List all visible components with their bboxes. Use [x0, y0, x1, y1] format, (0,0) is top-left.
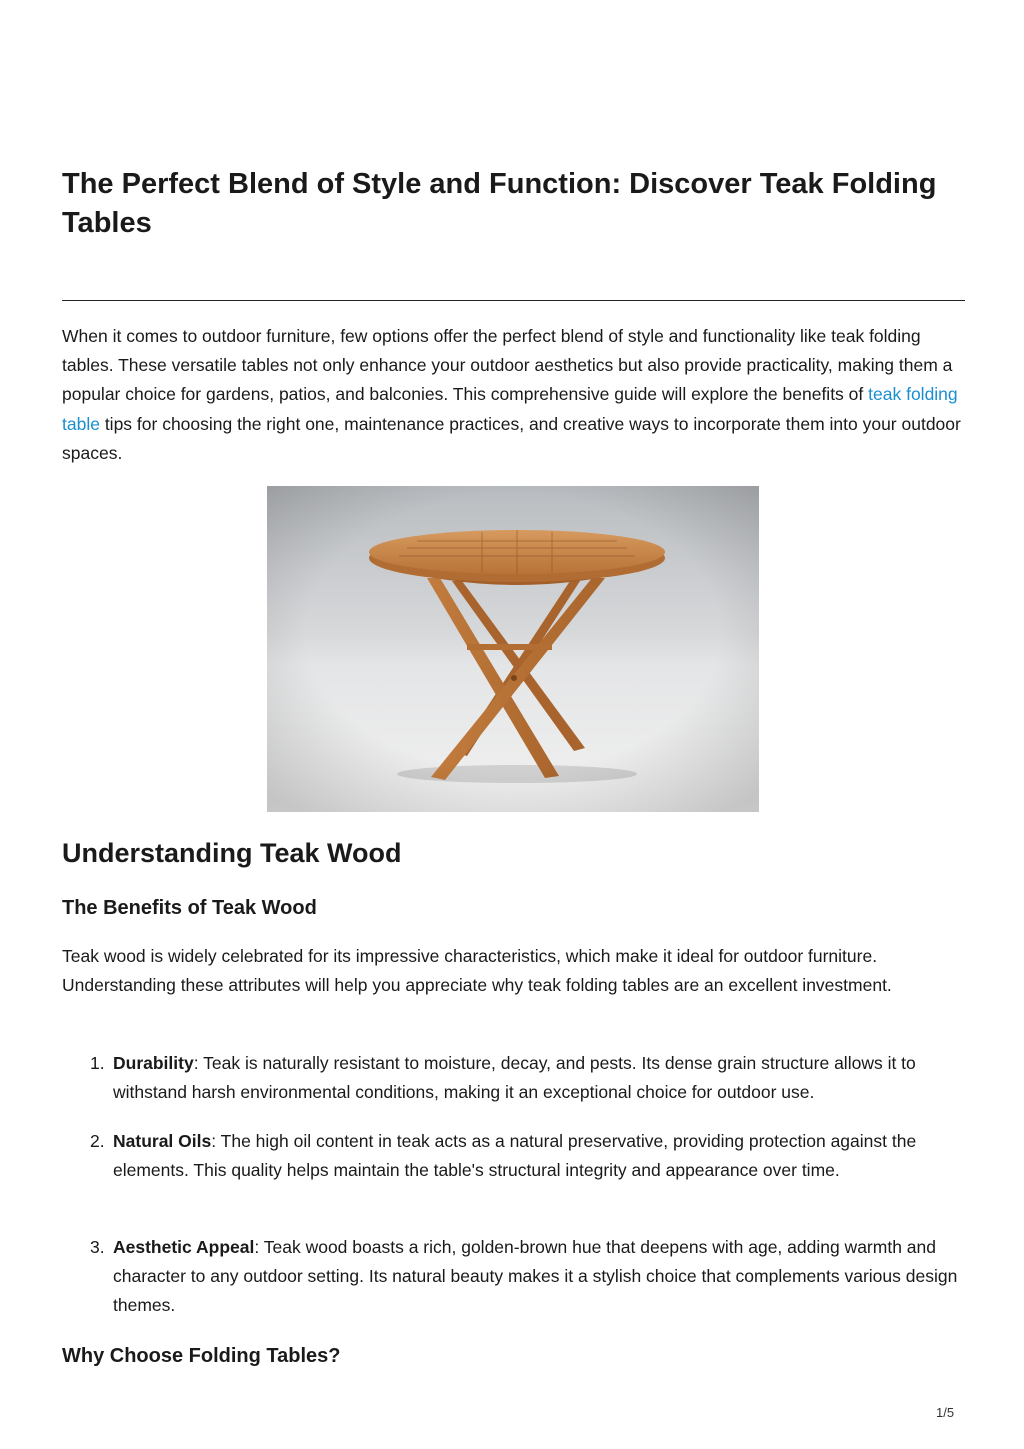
document-page	[62, 0, 965, 1449]
subheading-why-folding: Why Choose Folding Tables?	[62, 1345, 341, 1367]
list-item-number: 2.	[90, 1131, 105, 1151]
teak-folding-table-link[interactable]: teak folding table	[62, 384, 958, 434]
section-heading-understanding-teak: Understanding Teak Wood	[62, 838, 402, 868]
list-item-description: : Teak wood boasts a rich, golden-brown hue that deepens with age, adding warmth and character to any outdoor setting. Its natural beauty makes it a stylish choice that complements various design themes.	[113, 1237, 958, 1316]
article-title: The Perfect Blend of Style and Function: Discover Teak Folding Tables	[62, 168, 937, 239]
list-item-term: Durability	[113, 1053, 194, 1073]
list-item-text	[113, 1127, 968, 1185]
intro-paragraph	[62, 322, 965, 468]
list-item-text	[113, 1233, 968, 1321]
intro-text-after-link: tips for choosing the right one, maintenance practices, and creative ways to incorporate them into your outdoor spaces.	[62, 413, 961, 463]
benefits-paragraph: Teak wood is widely celebrated for its impressive characteristics, which make it ideal for outdoor furniture. Understanding these attributes will help you appreciate why teak folding tables are an excellent investment.	[62, 946, 892, 996]
intro-text-before-link: When it comes to outdoor furniture, few options offer the perfect blend of style and functionality like teak folding tables. These versatile tables not only enhance your outdoor aesthetics but also provide practicality, making them a popular choice for gardens, patios, and balconies. This comprehensive guide will explore the benefits of	[62, 326, 953, 405]
list-item-term: Aesthetic Appeal	[113, 1237, 255, 1257]
list-item-text	[113, 1049, 968, 1107]
list-item-description: : Teak is naturally resistant to moisture, decay, and pests. Its dense grain structure allows it to withstand harsh environmental conditions, making it an exceptional choice for outdoor use.	[113, 1053, 916, 1103]
list-item-term: Natural Oils	[113, 1131, 212, 1151]
list-item-number: 1.	[90, 1053, 105, 1073]
list-item-number: 3.	[90, 1237, 105, 1257]
subheading-benefits: The Benefits of Teak Wood	[62, 897, 317, 919]
list-item-description: : The high oil content in teak acts as a natural preservative, providing protection against the elements. This quality helps maintain the table's structural integrity and appearance over time.	[113, 1131, 917, 1181]
page-number: 1/5	[936, 1405, 955, 1420]
title-divider	[62, 300, 965, 301]
teak-table-photo	[267, 486, 759, 812]
